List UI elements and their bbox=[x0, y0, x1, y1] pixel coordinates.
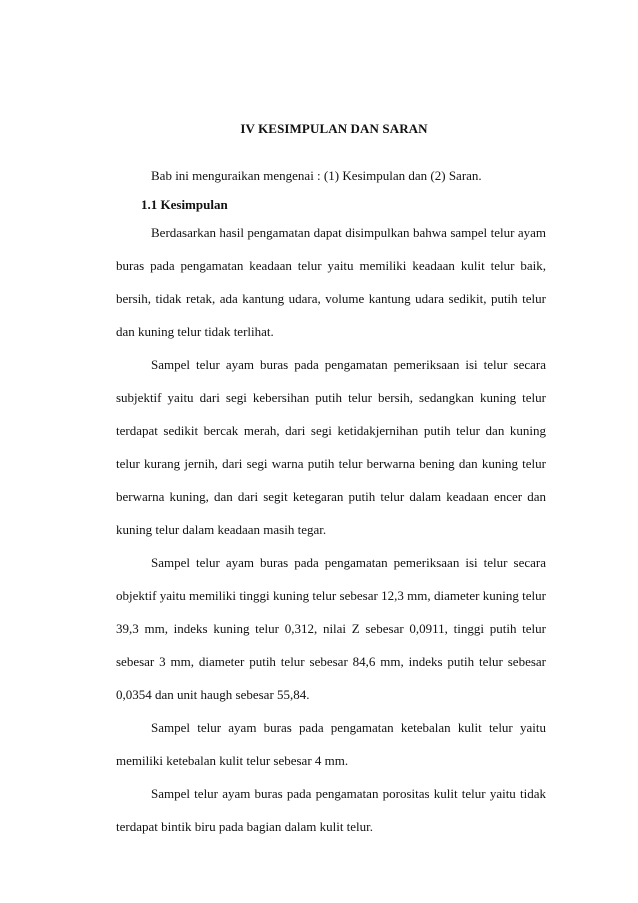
paragraph: Sampel telur ayam buras pada pengamatan pemeriksaan isi telur secara subjektif yaitu dari segi kebersihan putih telur bersih, sedangkan kuning telur terdapat sedikit bercak merah, dari segi ketidakjernihan putih telur dan kuning telur kurang jernih, dari segi warna putih telur berwarna bening dan kuning telur berwarna kuning, dan dari segit ketegaran putih telur dalam keadaan encer dan kuning telur dalam keadaan masih tegar. bbox=[116, 357, 546, 537]
section-body bbox=[116, 216, 546, 843]
paragraph: Sampel telur ayam buras pada pengamatan porositas kulit telur yaitu tidak terdapat bintik biru pada bagian dalam kulit telur. bbox=[116, 786, 546, 834]
paragraph: Berdasarkan hasil pengamatan dapat disimpulkan bahwa sampel telur ayam buras pada pengamatan keadaan telur yaitu memiliki keadaan kulit telur baik, bersih, tidak retak, ada kantung udara, volume kantung udara sedikit, putih telur dan kuning telur tidak terlihat. bbox=[116, 225, 546, 339]
chapter-title: IV KESIMPULAN DAN SARAN bbox=[240, 121, 428, 136]
section-heading: 1.1 Kesimpulan bbox=[141, 197, 228, 212]
chapter-intro: Bab ini menguraikan mengenai : (1) Kesimpulan dan (2) Saran. bbox=[151, 168, 482, 183]
paragraph: Sampel telur ayam buras pada pengamatan pemeriksaan isi telur secara objektif yaitu memiliki tinggi kuning telur sebesar 12,3 mm, diameter kuning telur 39,3 mm, indeks kuning telur 0,312, nilai Z sebesar 0,0911, tinggi putih telur sebesar 3 mm, diameter putih telur sebesar 84,6 mm, indeks putih telur sebesar 0,0354 dan unit haugh sebesar 55,84. bbox=[116, 555, 546, 702]
paragraph: Sampel telur ayam buras pada pengamatan ketebalan kulit telur yaitu memiliki ketebalan kulit telur sebesar 4 mm. bbox=[116, 720, 546, 768]
